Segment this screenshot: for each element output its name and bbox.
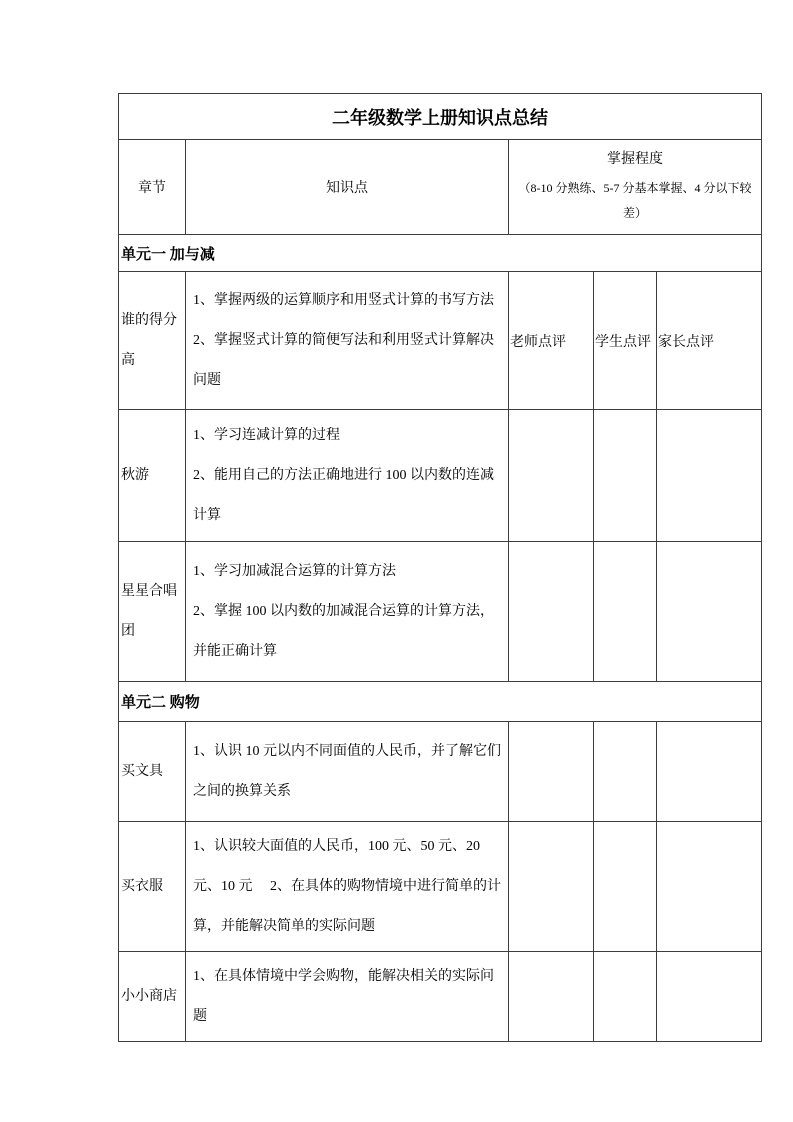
student-eval-cell [594, 822, 657, 952]
knowledge-cell [186, 952, 509, 1042]
knowledge-point: 2、掌握 100 以内数的加减混合运算的计算方法，并能正确计算 [193, 603, 494, 659]
teacher-eval-cell: 老师点评 [509, 272, 594, 410]
document-title: 二年级数学上册知识点总结 [119, 94, 762, 140]
knowledge-point: 1、学习连减计算的过程 [193, 427, 340, 443]
knowledge-cell [186, 410, 509, 542]
unit2-section-row [119, 682, 762, 722]
teacher-eval-cell [509, 822, 594, 952]
chapter-cell: 小小商店 [119, 952, 186, 1042]
table-row [119, 722, 762, 822]
student-eval-cell [594, 722, 657, 822]
parent-eval-cell [657, 542, 762, 682]
chapter-cell: 星星合唱团 [119, 542, 186, 682]
header-mastery [509, 140, 762, 235]
knowledge-point: 2、掌握竖式计算的简便写法和利用竖式计算解决问题 [193, 332, 494, 388]
mastery-note: （8-10 分熟练、5-7 分基本掌握、4 分以下较差） [518, 181, 752, 220]
table-row [119, 410, 762, 542]
table-row [119, 952, 762, 1042]
table-row [119, 542, 762, 682]
knowledge-point: 1、掌握两级的运算顺序和用竖式计算的书写方法 [193, 292, 494, 308]
parent-eval-cell [657, 410, 762, 542]
student-eval-cell [594, 952, 657, 1042]
chapter-cell: 秋游 [119, 410, 186, 542]
knowledge-point: 1、学习加减混合运算的计算方法 [193, 563, 396, 579]
teacher-eval-cell [509, 952, 594, 1042]
student-eval-cell: 学生点评 [594, 272, 657, 410]
parent-eval-cell [657, 952, 762, 1042]
title-row [119, 94, 762, 140]
unit2-title: 单元二 购物 [119, 682, 762, 722]
knowledge-point: 1、认识较大面值的人民币，100 元、50 元、20 元、10 元 2、在具体的购物情境中进行简单的计算，并能解决简单的实际问题 [193, 838, 501, 934]
teacher-eval-cell [509, 722, 594, 822]
knowledge-cell [186, 822, 509, 952]
chapter-cell: 买文具 [119, 722, 186, 822]
header-chapter: 章节 [119, 140, 186, 235]
knowledge-point: 1、认识 10 元以内不同面值的人民币，并了解它们之间的换算关系 [193, 743, 501, 799]
knowledge-point: 1、在具体情境中学会购物，能解决相关的实际问题 [193, 968, 494, 1024]
student-eval-cell [594, 542, 657, 682]
chapter-cell: 谁的得分高 [119, 272, 186, 410]
parent-eval-cell [657, 722, 762, 822]
knowledge-cell [186, 272, 509, 410]
knowledge-cell [186, 722, 509, 822]
teacher-eval-cell [509, 410, 594, 542]
header-row [119, 140, 762, 235]
parent-eval-cell [657, 822, 762, 952]
unit1-title: 单元一 加与减 [119, 235, 762, 272]
parent-eval-cell: 家长点评 [657, 272, 762, 410]
table-row [119, 822, 762, 952]
unit1-section-row [119, 235, 762, 272]
header-knowledge-point: 知识点 [186, 140, 509, 235]
chapter-cell: 买衣服 [119, 822, 186, 952]
student-eval-cell [594, 410, 657, 542]
mastery-title: 掌握程度 [607, 152, 664, 167]
knowledge-table [118, 93, 762, 1042]
teacher-eval-cell [509, 542, 594, 682]
table-row [119, 272, 762, 410]
knowledge-point: 2、能用自己的方法正确地进行 100 以内数的连减计算 [193, 467, 494, 523]
knowledge-cell [186, 542, 509, 682]
